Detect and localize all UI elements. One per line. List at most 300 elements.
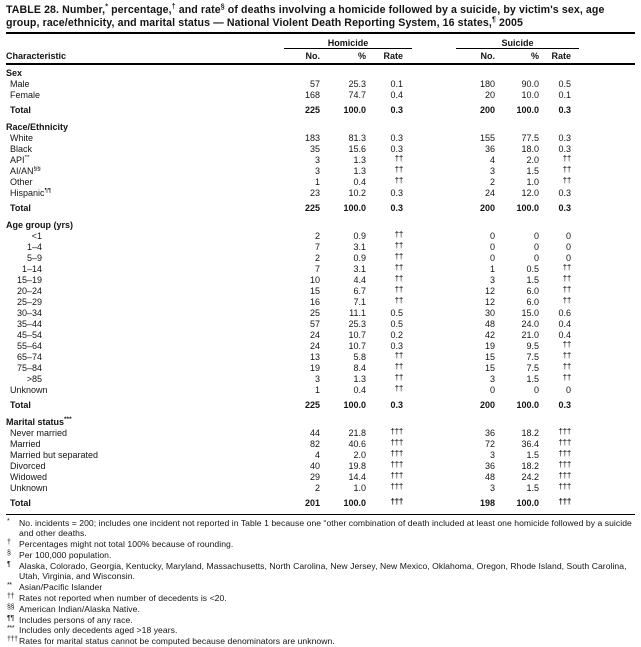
cell-homicide-pct: 1.3: [324, 155, 372, 166]
cell-homicide-no: 4: [284, 450, 324, 461]
row-label-cell: [6, 231, 284, 242]
table-row: [6, 166, 635, 177]
rate-not-reported-marker: ††: [395, 242, 403, 250]
cell-suicide-rate: [547, 166, 579, 177]
cell-homicide-pct: 10.7: [324, 330, 372, 341]
cell-tail: [579, 374, 635, 385]
footnote-marker: §: [7, 549, 11, 560]
cell-gap: [412, 297, 456, 308]
cell-tail: [579, 352, 635, 363]
cell-homicide-no: 3: [284, 166, 324, 177]
row-label: Marital status***: [6, 417, 72, 427]
cell-gap: [412, 90, 456, 101]
cell-homicide-no: 3: [284, 155, 324, 166]
column-header-characteristic: Characteristic: [6, 49, 284, 64]
column-header-row: [6, 49, 635, 64]
cell-suicide-rate: [547, 494, 579, 512]
rate-not-reported-marker: ††: [395, 155, 403, 163]
table-row: [6, 352, 635, 363]
cell-tail: [579, 363, 635, 374]
cell-homicide-pct: 6.7: [324, 286, 372, 297]
cell-homicide-no: 13: [284, 352, 324, 363]
cell-homicide-no: 23: [284, 188, 324, 199]
cell-homicide-pct: 1.3: [324, 374, 372, 385]
cell-homicide-rate: [372, 450, 412, 461]
title-footnote-marker: §: [221, 3, 225, 10]
cell-suicide-pct: 24.0: [501, 319, 547, 330]
rate-not-reported-marker: ††: [563, 341, 571, 349]
row-label: 1–14: [6, 264, 42, 275]
cell-homicide-rate: [372, 483, 412, 494]
footnote-marker: **: [7, 581, 12, 592]
cell-gap: [412, 428, 456, 439]
table-row: [6, 231, 635, 242]
cell-suicide-no: 3: [456, 450, 501, 461]
rate-not-reported-marker: ††: [395, 352, 403, 360]
cell-suicide-rate: 0.6: [547, 308, 579, 319]
cell-tail: [579, 385, 635, 396]
cell-homicide-pct: 1.3: [324, 166, 372, 177]
group-header-homicide: Homicide: [284, 34, 412, 49]
row-label: Female: [6, 90, 40, 100]
row-label: Age group (yrs): [6, 220, 73, 230]
cell-suicide-rate: 0.4: [547, 330, 579, 341]
table-row: [6, 363, 635, 374]
cell-homicide-rate: 0.3: [372, 199, 412, 217]
rate-not-reported-marker: ††: [563, 155, 571, 163]
cell-gap: [412, 374, 456, 385]
footnote: ¶¶ Includes persons of any race.: [6, 615, 635, 626]
cell-suicide-rate: 0.3: [547, 396, 579, 414]
cell-suicide-pct: 1.0: [501, 177, 547, 188]
cell-suicide-rate: [547, 483, 579, 494]
cell-homicide-no: 183: [284, 133, 324, 144]
cell-tail: [579, 242, 635, 253]
cell-tail: [579, 275, 635, 286]
row-label-cell: [6, 275, 284, 286]
cell-homicide-rate: 0.3: [372, 396, 412, 414]
table-row: [6, 264, 635, 275]
cell-homicide-rate: 0.5: [372, 319, 412, 330]
table-row: [6, 297, 635, 308]
row-label: 5–9: [6, 253, 42, 264]
label-footnote-marker: ¶¶: [45, 188, 52, 194]
row-label-cell: [6, 308, 284, 319]
footnote: †† Rates not reported when number of decedents is <20.: [6, 593, 635, 604]
cell-homicide-rate: [372, 231, 412, 242]
cell-homicide-no: 57: [284, 319, 324, 330]
table-row: [6, 79, 635, 90]
footnote: §§ American Indian/Alaska Native.: [6, 604, 635, 615]
cell-gap: [412, 101, 456, 119]
cell-suicide-pct: 100.0: [501, 396, 547, 414]
footnote: ** Asian/Pacific Islander: [6, 582, 635, 593]
cell-homicide-pct: 74.7: [324, 90, 372, 101]
group-tail: [579, 34, 635, 49]
row-label-cell: [6, 90, 284, 101]
cell-homicide-pct: 10.2: [324, 188, 372, 199]
section-label: [6, 64, 635, 79]
row-label: >85: [6, 374, 42, 385]
cell-gap: [412, 439, 456, 450]
table-title: TABLE 28. Number,* percentage,† and rate§ of deaths involving a homicide followed by a suicide, by victim's sex, age group, race/ethnicity, and marital status — National Violent Death Reporting System, 16 states,¶ 2005: [6, 4, 635, 34]
cell-homicide-rate: [372, 166, 412, 177]
cell-tail: [579, 231, 635, 242]
label-footnote-marker: §§: [34, 166, 41, 172]
cell-homicide-rate: 0.3: [372, 341, 412, 352]
cell-homicide-no: 25: [284, 308, 324, 319]
cell-gap: [412, 450, 456, 461]
cell-homicide-rate: 0.3: [372, 144, 412, 155]
cell-tail: [579, 166, 635, 177]
row-label: 20–24: [6, 286, 42, 297]
footnote-marker: ††: [7, 592, 14, 603]
table-row: [6, 242, 635, 253]
cell-gap: [412, 363, 456, 374]
cell-suicide-pct: 15.0: [501, 308, 547, 319]
cell-suicide-rate: [547, 297, 579, 308]
table-row: [6, 450, 635, 461]
column-header-homicide-rate: Rate: [372, 49, 412, 64]
rate-not-reported-marker: †††: [390, 428, 403, 436]
cell-suicide-no: 200: [456, 101, 501, 119]
column-header-homicide-pct: %: [324, 49, 372, 64]
row-label: Other: [6, 177, 33, 187]
total-row: [6, 101, 635, 119]
cell-homicide-pct: 14.4: [324, 472, 372, 483]
rate-not-reported-marker: ††: [563, 374, 571, 382]
column-header-suicide-rate: Rate: [547, 49, 579, 64]
cell-suicide-no: 15: [456, 352, 501, 363]
rate-not-reported-marker: †††: [558, 496, 571, 506]
column-header-tail: [579, 49, 635, 64]
total-row: [6, 199, 635, 217]
footnote-marker: *: [7, 517, 9, 528]
cell-tail: [579, 319, 635, 330]
table-row: [6, 341, 635, 352]
rate-not-reported-marker: †††: [558, 439, 571, 447]
row-label-cell: [6, 352, 284, 363]
rate-not-reported-marker: ††: [563, 297, 571, 305]
rate-not-reported-marker: ††: [395, 385, 403, 393]
cell-suicide-pct: 18.2: [501, 428, 547, 439]
row-label: 30–34: [6, 308, 42, 319]
row-label-cell: [6, 286, 284, 297]
cell-gap: [412, 133, 456, 144]
row-label: Widowed: [6, 472, 47, 482]
cell-gap: [412, 144, 456, 155]
cell-tail: [579, 188, 635, 199]
cell-suicide-rate: [547, 286, 579, 297]
cell-homicide-rate: [372, 472, 412, 483]
cell-tail: [579, 144, 635, 155]
cell-suicide-no: 1: [456, 264, 501, 275]
cell-homicide-pct: 25.3: [324, 79, 372, 90]
row-label-cell: [6, 483, 284, 494]
cell-homicide-pct: 2.0: [324, 450, 372, 461]
row-label: 15–19: [6, 275, 42, 286]
row-label: 1–4: [6, 242, 42, 253]
cell-suicide-rate: [547, 275, 579, 286]
cell-homicide-pct: 5.8: [324, 352, 372, 363]
group-header-row: [6, 34, 635, 49]
footnote: † Percentages might not total 100% because of rounding.: [6, 539, 635, 550]
row-label-cell: [6, 428, 284, 439]
row-label: Married: [6, 439, 41, 449]
row-label: Sex: [6, 68, 22, 78]
cell-homicide-pct: 0.4: [324, 385, 372, 396]
cell-homicide-pct: 100.0: [324, 494, 372, 512]
cell-tail: [579, 483, 635, 494]
cell-suicide-no: 20: [456, 90, 501, 101]
group-header-spacer: [6, 34, 284, 49]
cell-tail: [579, 341, 635, 352]
cell-homicide-rate: [372, 275, 412, 286]
cell-suicide-rate: 0.1: [547, 90, 579, 101]
cell-suicide-rate: [547, 363, 579, 374]
section-label: [6, 414, 635, 428]
rate-not-reported-marker: ††: [395, 253, 403, 261]
cell-homicide-pct: 19.8: [324, 461, 372, 472]
row-label-cell: [6, 166, 284, 177]
cell-suicide-pct: 18.2: [501, 461, 547, 472]
cell-homicide-pct: 10.7: [324, 341, 372, 352]
cell-suicide-pct: 0: [501, 242, 547, 253]
cell-suicide-pct: 100.0: [501, 101, 547, 119]
row-label: Male: [6, 79, 30, 89]
row-label-cell: [6, 264, 284, 275]
cell-suicide-no: 3: [456, 374, 501, 385]
cell-suicide-pct: 6.0: [501, 297, 547, 308]
total-row: [6, 396, 635, 414]
row-label-cell: [6, 439, 284, 450]
rate-not-reported-marker: ††: [563, 264, 571, 272]
rate-not-reported-marker: †††: [390, 496, 403, 506]
cell-homicide-pct: 11.1: [324, 308, 372, 319]
cell-suicide-no: 42: [456, 330, 501, 341]
rate-not-reported-marker: ††: [395, 297, 403, 305]
cell-tail: [579, 297, 635, 308]
cell-suicide-pct: 9.5: [501, 341, 547, 352]
cell-suicide-pct: 1.5: [501, 166, 547, 177]
table-row: [6, 144, 635, 155]
cell-suicide-rate: 0.3: [547, 199, 579, 217]
row-label-cell: [6, 144, 284, 155]
rate-not-reported-marker: †††: [390, 461, 403, 469]
cell-suicide-rate: 0: [547, 231, 579, 242]
cell-tail: [579, 494, 635, 512]
column-header-suicide-no: No.: [456, 49, 501, 64]
cell-suicide-pct: 18.0: [501, 144, 547, 155]
cell-suicide-no: 2: [456, 177, 501, 188]
data-table: [6, 34, 635, 512]
footnote-marker: †††: [7, 635, 18, 646]
row-label: Unknown: [6, 483, 48, 493]
rate-not-reported-marker: ††: [395, 231, 403, 239]
cell-homicide-rate: [372, 155, 412, 166]
cell-suicide-rate: [547, 472, 579, 483]
cell-tail: [579, 133, 635, 144]
cell-homicide-pct: 4.4: [324, 275, 372, 286]
cell-homicide-rate: [372, 385, 412, 396]
cell-homicide-rate: [372, 297, 412, 308]
cell-gap: [412, 177, 456, 188]
cell-tail: [579, 472, 635, 483]
cell-suicide-no: 155: [456, 133, 501, 144]
rate-not-reported-marker: ††: [395, 177, 403, 185]
cell-suicide-pct: 1.5: [501, 275, 547, 286]
cell-tail: [579, 286, 635, 297]
row-label-cell: [6, 341, 284, 352]
cell-tail: [579, 101, 635, 119]
cell-tail: [579, 90, 635, 101]
title-footnote-marker: *: [105, 3, 108, 10]
rate-not-reported-marker: †††: [558, 472, 571, 480]
cell-suicide-no: 12: [456, 286, 501, 297]
row-label: Hispanic¶¶: [6, 188, 52, 198]
cell-homicide-pct: 0.4: [324, 177, 372, 188]
cell-suicide-pct: 0.5: [501, 264, 547, 275]
table-row: [6, 286, 635, 297]
cell-homicide-pct: 21.8: [324, 428, 372, 439]
footnote: ¶ Alaska, Colorado, Georgia, Kentucky, Maryland, Massachusetts, North Carolina, New Jersey, New Mexico, Oklahoma, Oregon, Rhode Island, South Carolina, Utah, Virginia, and Wisconsin.: [6, 561, 635, 583]
cell-tail: [579, 264, 635, 275]
rate-not-reported-marker: †††: [558, 483, 571, 491]
table-body: [6, 64, 635, 512]
cell-homicide-no: 2: [284, 253, 324, 264]
cell-suicide-rate: [547, 352, 579, 363]
cell-gap: [412, 199, 456, 217]
cell-homicide-rate: 0.5: [372, 308, 412, 319]
cell-suicide-no: 15: [456, 363, 501, 374]
cell-homicide-rate: [372, 439, 412, 450]
row-label: Race/Ethnicity: [6, 122, 68, 132]
row-label-cell: [6, 101, 284, 119]
table-row: [6, 439, 635, 450]
rate-not-reported-marker: †††: [390, 450, 403, 458]
rate-not-reported-marker: ††: [563, 352, 571, 360]
cell-homicide-no: 35: [284, 144, 324, 155]
cell-tail: [579, 199, 635, 217]
cell-tail: [579, 330, 635, 341]
cell-suicide-pct: 36.4: [501, 439, 547, 450]
cell-homicide-no: 7: [284, 264, 324, 275]
table-row: [6, 472, 635, 483]
row-label: Total: [6, 105, 31, 115]
cell-homicide-pct: 3.1: [324, 242, 372, 253]
rate-not-reported-marker: ††: [395, 264, 403, 272]
cell-suicide-rate: [547, 461, 579, 472]
table-row: [6, 308, 635, 319]
cell-suicide-no: 3: [456, 166, 501, 177]
cell-homicide-no: 82: [284, 439, 324, 450]
cell-suicide-pct: 21.0: [501, 330, 547, 341]
cell-suicide-no: 12: [456, 297, 501, 308]
cell-homicide-no: 24: [284, 341, 324, 352]
section-header-row: [6, 64, 635, 79]
cell-suicide-pct: 1.5: [501, 374, 547, 385]
cell-suicide-no: 0: [456, 253, 501, 264]
row-label-cell: [6, 177, 284, 188]
cell-suicide-pct: 100.0: [501, 494, 547, 512]
group-gap: [412, 34, 456, 49]
table-row: [6, 461, 635, 472]
table-row: [6, 253, 635, 264]
cell-suicide-pct: 2.0: [501, 155, 547, 166]
section-header-row: [6, 119, 635, 133]
label-footnote-marker: ***: [64, 416, 72, 423]
cell-homicide-no: 57: [284, 79, 324, 90]
cell-homicide-no: 225: [284, 199, 324, 217]
row-label: Total: [6, 203, 31, 213]
cell-homicide-no: 15: [284, 286, 324, 297]
cell-suicide-no: 48: [456, 472, 501, 483]
table-row: [6, 188, 635, 199]
footnote-marker: ¶¶: [7, 614, 14, 625]
footnotes: [6, 514, 635, 647]
cell-suicide-no: 0: [456, 231, 501, 242]
cell-suicide-pct: 100.0: [501, 199, 547, 217]
rate-not-reported-marker: ††: [563, 177, 571, 185]
title-footnote-marker: ¶: [492, 16, 496, 23]
cell-gap: [412, 231, 456, 242]
footnote-marker: ***: [7, 624, 14, 635]
cell-homicide-no: 10: [284, 275, 324, 286]
row-label-cell: [6, 188, 284, 199]
table-row: [6, 428, 635, 439]
footnote-marker: †: [7, 538, 11, 549]
cell-homicide-pct: 40.6: [324, 439, 372, 450]
cell-suicide-rate: 0: [547, 385, 579, 396]
row-label-cell: [6, 253, 284, 264]
row-label: White: [6, 133, 33, 143]
row-label: API**: [6, 155, 30, 165]
cell-homicide-no: 2: [284, 483, 324, 494]
cell-suicide-no: 200: [456, 199, 501, 217]
cell-suicide-rate: [547, 264, 579, 275]
cell-suicide-no: 198: [456, 494, 501, 512]
cell-gap: [412, 352, 456, 363]
rate-not-reported-marker: ††: [563, 363, 571, 371]
cell-homicide-pct: 100.0: [324, 199, 372, 217]
cell-homicide-pct: 1.0: [324, 483, 372, 494]
cell-gap: [412, 385, 456, 396]
rate-not-reported-marker: ††: [563, 166, 571, 174]
cell-homicide-rate: 0.4: [372, 90, 412, 101]
cell-homicide-no: 40: [284, 461, 324, 472]
cell-tail: [579, 308, 635, 319]
cell-tail: [579, 177, 635, 188]
cell-suicide-rate: 0.3: [547, 133, 579, 144]
total-row: [6, 494, 635, 512]
table-row: [6, 133, 635, 144]
cell-homicide-pct: 3.1: [324, 264, 372, 275]
row-label: 75–84: [6, 363, 42, 374]
cell-homicide-rate: [372, 242, 412, 253]
cell-homicide-pct: 81.3: [324, 133, 372, 144]
row-label-cell: [6, 472, 284, 483]
row-label-cell: [6, 199, 284, 217]
cell-suicide-rate: 0.3: [547, 188, 579, 199]
cell-homicide-rate: 0.1: [372, 79, 412, 90]
group-header-suicide: Suicide: [456, 34, 579, 49]
row-label-cell: [6, 242, 284, 253]
cell-gap: [412, 308, 456, 319]
cell-gap: [412, 330, 456, 341]
column-header-suicide-pct: %: [501, 49, 547, 64]
rate-not-reported-marker: †††: [390, 472, 403, 480]
cell-suicide-rate: 0.3: [547, 101, 579, 119]
